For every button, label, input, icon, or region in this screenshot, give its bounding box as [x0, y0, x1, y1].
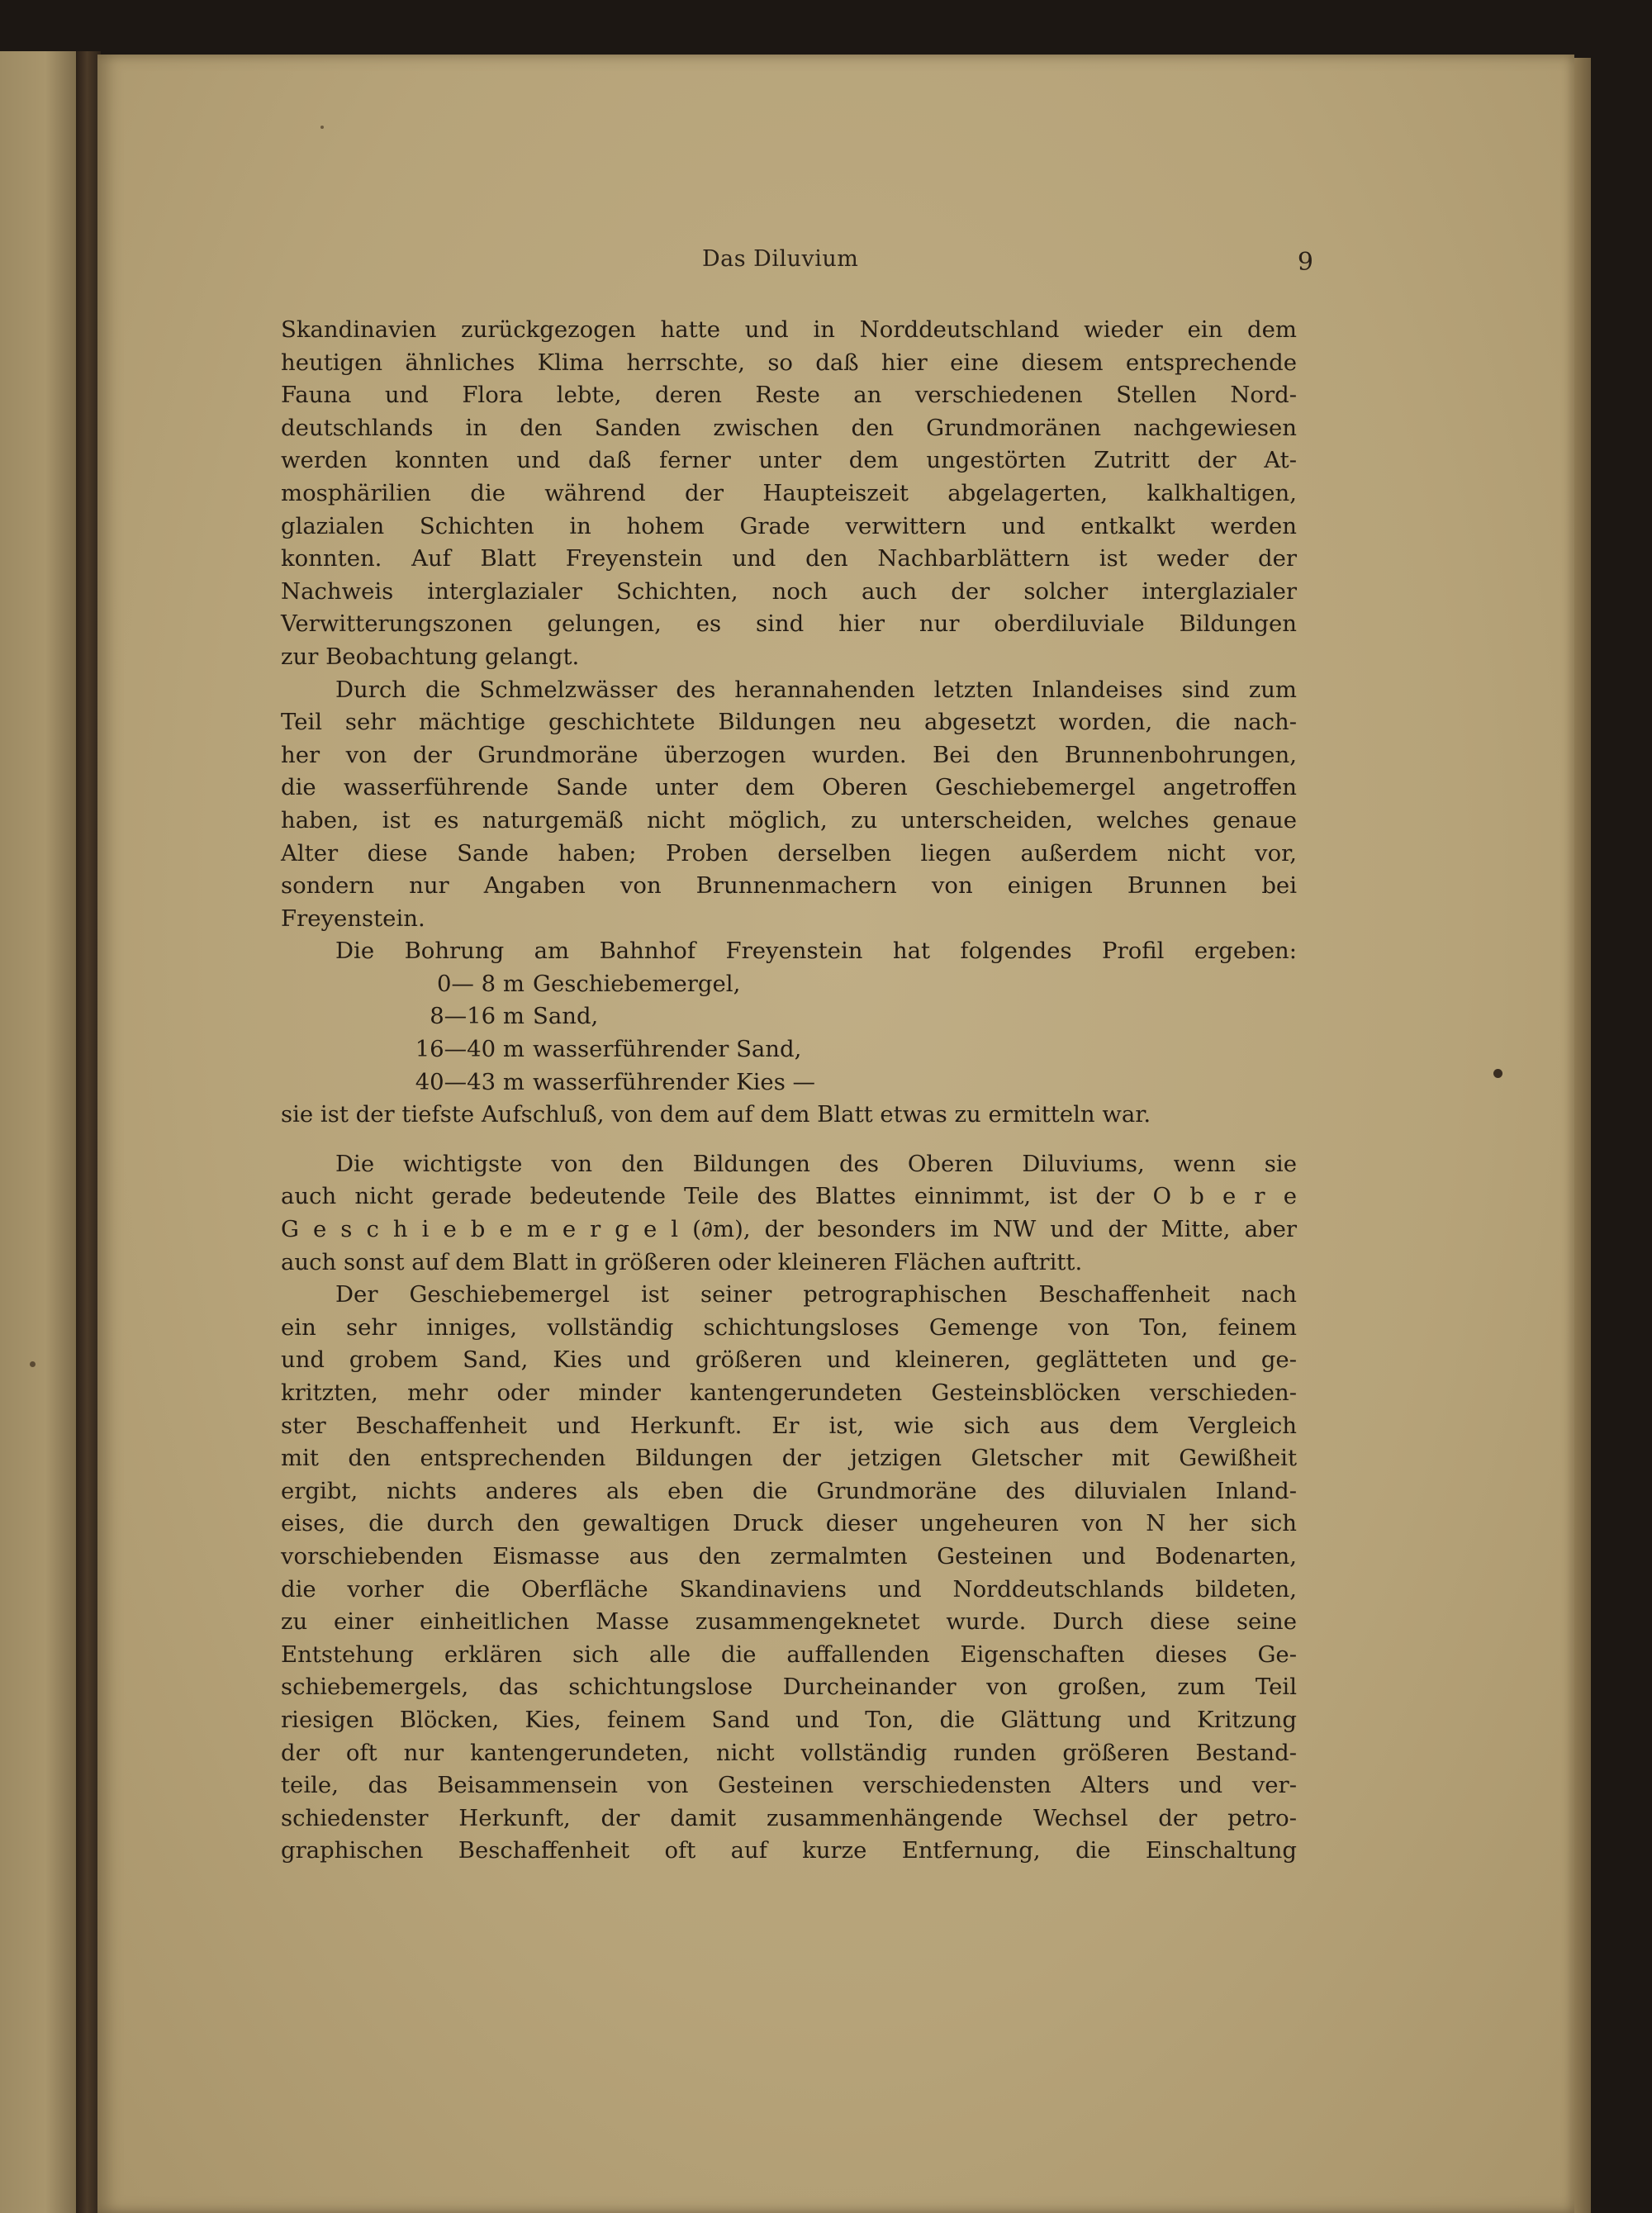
profile-material: wasserführender Sand, [533, 1036, 802, 1063]
previous-page-edge [0, 51, 76, 2213]
text-line: glazialen Schichten in hohem Grade verwittern und entkalkt werden [281, 512, 1297, 539]
profile-material: wasserführender Kies — [533, 1068, 816, 1095]
text-line: Teil sehr mächtige geschichtete Bildungen neu abgesetzt worden, die nach- [281, 709, 1297, 736]
profile-row [281, 1066, 1297, 1099]
profile-depth: 40—43 m [415, 1068, 525, 1095]
text-line: ergibt, nichts anderes als eben die Grundmoräne des diluvialen Inland- [281, 1477, 1297, 1504]
paragraph-gap [281, 1132, 1297, 1148]
text-line: ster Beschaffenheit und Herkunft. Er ist, wie sich aus dem Vergleich [281, 1412, 1297, 1439]
text-line: werden konnten und daß ferner unter dem ungestörten Zutritt der At- [281, 447, 1297, 474]
scan-speck [30, 1361, 36, 1367]
profile-row [281, 1033, 1297, 1066]
text-line: teile, das Beisammensein von Gesteinen verschiedensten Alters und ver- [281, 1772, 1297, 1799]
text-line: deutschlands in den Sanden zwischen den Grundmoränen nachgewiesen [281, 414, 1297, 441]
text-line: kritzten, mehr oder minder kantengerundeten Gesteinsblöcken verschieden- [281, 1380, 1297, 1406]
text-line: riesigen Blöcken, Kies, feinem Sand und Ton, die Glättung und Kritzung [281, 1706, 1297, 1733]
text-line: Skandinavien zurückgezogen hatte und in Norddeutschland wieder ein dem [281, 316, 1297, 343]
text-line: sondern nur Angaben von Brunnenmachern von einigen Brunnen bei [281, 872, 1297, 900]
text-line: mosphärilien die während der Haupteiszeit abgelagerten, kalkhaltigen, [281, 479, 1297, 506]
text-line: ein sehr inniges, vollständig schichtungsloses Gemenge von Ton, feinem [281, 1313, 1297, 1341]
text-line: konnten. Auf Blatt Freyenstein und den Nachbarblättern ist weder der [281, 545, 1297, 572]
paragraph [281, 314, 1297, 674]
text-line: schiebemergels, das schichtungslose Durcheinander von großen, zum Teil [281, 1674, 1297, 1701]
text-line: die wasserführende Sande unter dem Oberen Geschiebemergel angetroffen [281, 774, 1297, 801]
text-line: G e s c h i e b e m e r g e l (∂m), der besonders im NW und der Mitte, aber [281, 1216, 1297, 1243]
profile-row [281, 968, 1297, 1001]
text-line: Freyenstein. [281, 905, 425, 932]
text-line: Entstehung erklären sich alle die auffallenden Eigenschaften dieses Ge- [281, 1641, 1297, 1668]
scan-speck [320, 126, 324, 129]
page-number: 9 [1297, 248, 1313, 277]
text-line: auch sonst auf dem Blatt in größeren oder kleineren Flächen auftritt. [281, 1248, 1083, 1275]
paragraph [281, 1148, 1297, 1279]
text-line: Durch die Schmelzwässer des herannahenden letzten Inlandeises sind zum [335, 676, 1297, 703]
paragraph [281, 1279, 1297, 1868]
scan-speck [1493, 1069, 1502, 1078]
profile-depth: 16—40 m [415, 1036, 525, 1063]
profile-intro: Die Bohrung am Bahnhof Freyenstein hat folgendes Profil ergeben: [335, 938, 1297, 965]
text-line: Fauna und Flora lebte, deren Reste an verschiedenen Stellen Nord- [281, 382, 1297, 409]
borehole-profile [281, 935, 1297, 1132]
text-line: heutigen ähnliches Klima herrschte, so daß hier eine diesem entsprechende [281, 349, 1297, 376]
text-line: auch nicht gerade bedeutende Teile des Blattes einnimmt, ist der O b e r e [281, 1183, 1297, 1210]
running-title: Das Diluvium [702, 246, 859, 272]
text-line: eises, die durch den gewaltigen Druck dieser ungeheuren von N her sich [281, 1510, 1297, 1537]
text-line: Alter diese Sande haben; Proben derselben liegen außerdem nicht vor, [281, 839, 1297, 867]
text-line: graphischen Beschaffenheit oft auf kurze Entfernung, die Einschaltung [281, 1837, 1297, 1864]
page-edge-shadow [1574, 58, 1591, 2213]
text-line: der oft nur kantengerundeten, nicht vollständig runden größeren Bestand- [281, 1739, 1297, 1766]
page-header [281, 246, 1313, 284]
text-line: her von der Grundmoräne überzogen wurden. Bei den Brunnenbohrungen, [281, 741, 1297, 768]
text-line: haben, ist es naturgemäß nicht möglich, zu unterscheiden, welches genaue [281, 806, 1297, 833]
text-line: und grobem Sand, Kies und größeren und kleineren, geglätteten und ge- [281, 1346, 1297, 1374]
profile-depth: 0— 8 m [436, 970, 525, 997]
text-line: mit den entsprechenden Bildungen der jetzigen Gletscher mit Gewißheit [281, 1445, 1297, 1472]
profile-row [281, 1000, 1297, 1033]
profile-material: Sand, [533, 1003, 599, 1030]
text-line: Nachweis interglazialer Schichten, noch auch der solcher interglazialer [281, 577, 1297, 605]
text-line: zu einer einheitlichen Masse zusammengeknetet wurde. Durch diese seine [281, 1608, 1297, 1636]
profile-outro: sie ist der tiefste Aufschluß, von dem auf dem Blatt etwas zu ermitteln war. [281, 1101, 1151, 1128]
text-line: vorschiebenden Eismasse aus den zermalmten Gesteinen und Bodenarten, [281, 1542, 1297, 1570]
profile-material: Geschiebemergel, [533, 970, 741, 997]
text-line: Verwitterungszonen gelungen, es sind hier nur oberdiluviale Bildungen [281, 610, 1297, 638]
text-line: zur Beobachtung gelangt. [281, 643, 580, 670]
page-body [281, 314, 1297, 1868]
text-line: schiedenster Herkunft, der damit zusammenhängende Wechsel der petro- [281, 1804, 1297, 1831]
text-line: die vorher die Oberfläche Skandinaviens und Norddeutschlands bildeten, [281, 1575, 1297, 1603]
paragraph [281, 674, 1297, 936]
text-line: Die wichtigste von den Bildungen des Oberen Diluviums, wenn sie [335, 1150, 1297, 1177]
profile-depth: 8—16 m [430, 1003, 525, 1030]
text-line: Der Geschiebemergel ist seiner petrographischen Beschaffenheit nach [335, 1281, 1297, 1308]
